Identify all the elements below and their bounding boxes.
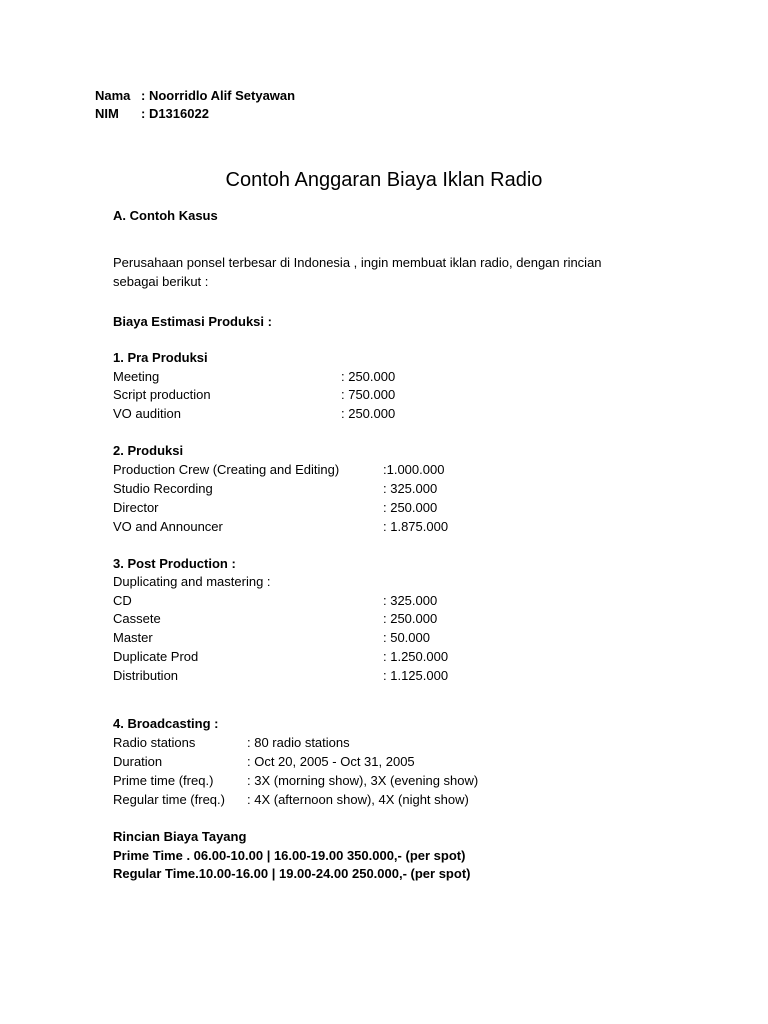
post-production-item-value: : 50.000: [383, 630, 430, 645]
rincian-heading: Rincian Biaya Tayang: [113, 829, 247, 844]
pra-produksi-item-label: Meeting: [113, 369, 160, 384]
nim-value: : D1316022: [141, 106, 209, 121]
post-production-item-value: : 1.250.000: [383, 649, 449, 664]
broadcasting-item-label: Radio stations: [113, 735, 196, 750]
produksi-item-label: Production Crew (Creating and Editing): [113, 462, 340, 477]
pra-produksi-item-value: : 250.000: [341, 406, 396, 421]
post-production-item-label: Cassete: [113, 611, 161, 626]
produksi-item-label: Director: [113, 500, 159, 515]
estimasi-heading: Biaya Estimasi Produksi :: [113, 314, 272, 329]
post-production-item-label: Master: [113, 630, 153, 645]
post-production-item-label: Distribution: [113, 668, 179, 683]
pra-produksi-item-label: Script production: [113, 387, 211, 402]
broadcasting-item-value: : Oct 20, 2005 - Oct 31, 2005: [247, 754, 415, 769]
post-production-item-value: : 325.000: [383, 593, 438, 608]
produksi-heading: 2. Produksi: [113, 443, 184, 458]
broadcasting-heading: 4. Broadcasting :: [113, 716, 219, 731]
nama-value: : Noorridlo Alif Setyawan: [141, 88, 296, 103]
produksi-item-value: : 325.000: [383, 481, 438, 496]
post-production-item-value: : 1.125.000: [383, 668, 449, 683]
post-production-item-value: : 250.000: [383, 611, 438, 626]
document-title: Contoh Anggaran Biaya Iklan Radio: [225, 169, 543, 191]
intro-line-2: sebagai berikut :: [113, 274, 209, 289]
produksi-item-label: VO and Announcer: [113, 519, 223, 534]
rincian-prime-time: Prime Time . 06.00-10.00 | 16.00-19.00 350.000,- (per spot): [113, 848, 466, 863]
pra-produksi-heading: 1. Pra Produksi: [113, 350, 208, 365]
post-production-item-label: CD: [113, 593, 132, 608]
broadcasting-item-value: : 80 radio stations: [247, 735, 350, 750]
pra-produksi-item-label: VO audition: [113, 406, 181, 421]
broadcasting-item-label: Duration: [113, 754, 163, 769]
nim-label: NIM: [95, 106, 119, 121]
broadcasting-item-label: Prime time (freq.): [113, 773, 214, 788]
section-a-heading: A. Contoh Kasus: [113, 208, 218, 223]
intro-line-1: Perusahaan ponsel terbesar di Indonesia , ingin membuat iklan radio, dengan rincian: [113, 255, 602, 270]
post-production-item-label: Duplicate Prod: [113, 649, 199, 664]
pra-produksi-item-value: : 250.000: [341, 369, 396, 384]
produksi-item-value: : 250.000: [383, 500, 438, 515]
post-production-subheading: Duplicating and mastering :: [113, 574, 271, 589]
nama-label: Nama: [95, 88, 131, 103]
produksi-item-label: Studio Recording: [113, 481, 213, 496]
post-production-heading: 3. Post Production :: [113, 556, 236, 571]
pra-produksi-item-value: : 750.000: [341, 387, 396, 402]
produksi-item-value: : 1.875.000: [383, 519, 449, 534]
rincian-regular-time: Regular Time.10.00-16.00 | 19.00-24.00 250.000,- (per spot): [113, 866, 471, 881]
broadcasting-item-value: : 4X (afternoon show), 4X (night show): [247, 792, 469, 807]
broadcasting-item-label: Regular time (freq.): [113, 792, 225, 807]
produksi-item-value: :1.000.000: [383, 462, 445, 477]
broadcasting-item-value: : 3X (morning show), 3X (evening show): [247, 773, 479, 788]
